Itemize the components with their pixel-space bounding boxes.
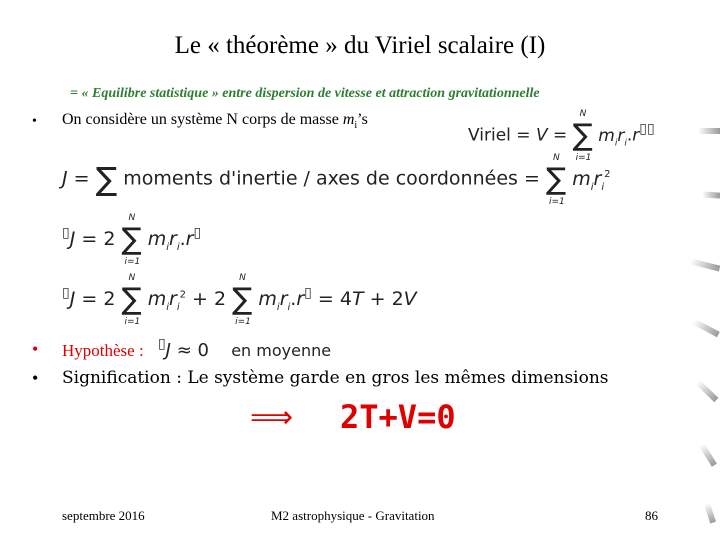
result-equation: 2T+V=0 [340, 398, 456, 436]
bullet-text: On considère un système N corps de masse [62, 111, 343, 128]
sum-symbol: N ∑ i=1 [232, 273, 253, 327]
decor-bar [698, 128, 720, 134]
bullet-marker: • [32, 114, 37, 129]
decor-bar [696, 380, 719, 402]
decor-bar [699, 443, 717, 467]
hypothese-line [62, 336, 332, 361]
mass-var: m [342, 111, 355, 128]
sum-symbol: ∑ [95, 160, 118, 198]
j-dot-equation: ▯J = 2 N ∑ i=1 $m_ir_i.r▯$ [62, 213, 202, 267]
j-ddot-equation: ▯J = 2 N ∑ i=1 $m_ir_i^2 + 2$ N ∑ i=1 $m_ir_i.r▯ = 4T + 2V$ [62, 273, 417, 327]
bullet-suffix: ’s [357, 111, 368, 128]
footer-date: septembre 2016 [62, 508, 145, 523]
signification-text: Signification : Le système garde en gros les mêmes dimensions [62, 368, 609, 388]
footer-course: M2 astrophysique - Gravitation [271, 508, 435, 523]
bullet-marker: • [32, 368, 39, 388]
sum-symbol: N ∑ i=1 [545, 152, 567, 207]
footer-page-number: 86 [645, 508, 658, 523]
mass-sub: i [354, 120, 358, 132]
inertia-text: moments d'inertie / axes de coordonnées [123, 167, 518, 190]
slide-title: Le « théorème » du Viriel scalaire (I) [174, 32, 546, 59]
hypothese-math: ▯J ≈ 0 [157, 336, 209, 361]
bullet-text-systeme [62, 111, 368, 131]
bullet-marker: • [32, 339, 39, 359]
implies-symbol: ⟹ [250, 400, 294, 435]
sum-symbol: N ∑ i=1 [572, 109, 593, 163]
hypothese-label: Hypothèse : [62, 341, 144, 360]
sum-symbol: N ∑ i=1 [121, 213, 142, 267]
decor-bar [704, 503, 716, 524]
decor-bar [692, 319, 720, 337]
decor-bar [702, 191, 720, 198]
hypothese-note: en moyenne [231, 341, 332, 360]
slide-subtitle: = « Equilibre statistique » entre dispersion de vitesse et attraction gravitationnelle [70, 86, 540, 101]
viriel-label: Viriel [468, 125, 511, 146]
sum-symbol: N ∑ i=1 [121, 273, 142, 327]
inertia-equation: J = ∑ moments d'inertie / axes de coordonnées = N ∑ i=1 $m_ir_i^2$ [62, 152, 611, 207]
decor-bar [690, 258, 720, 271]
viriel-equation: Viriel = V = N ∑ i=1 $m_ir_i.r▯▯$ [468, 109, 655, 163]
